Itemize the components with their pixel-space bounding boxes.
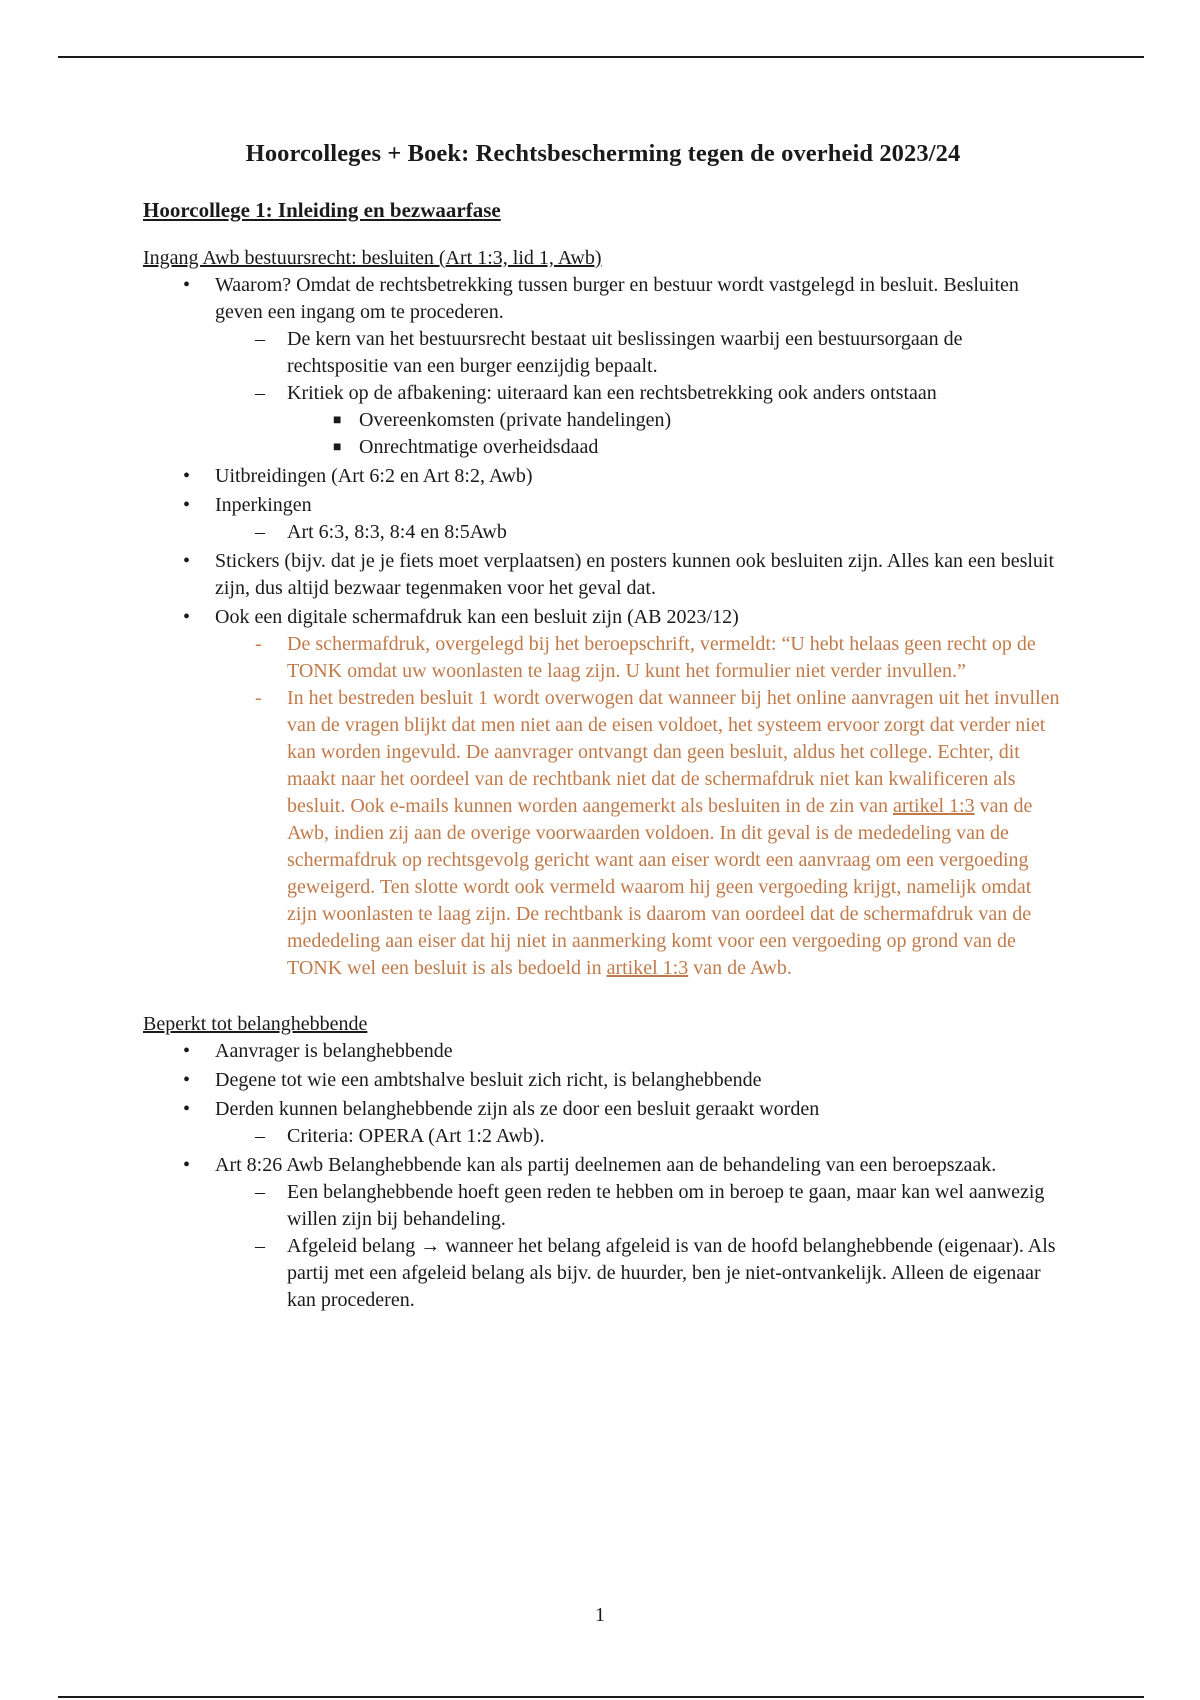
bullet-icon: • <box>183 494 191 516</box>
list-item: • Derden kunnen belanghebbende zijn als ze door een besluit geraakt worden – Criteria: OPERA (Art 1:2 Awb). <box>143 1096 1063 1150</box>
bullet-icon: • <box>183 1098 191 1120</box>
dash-icon: - <box>255 633 262 655</box>
list-item: – Kritiek op de afbakening: uiteraard kan een rechtsbetrekking ook anders ontstaan ■ Overeenkomsten (private handelingen) ■ Onrechtmatige overheidsdaad <box>215 380 1063 461</box>
bullet-icon: • <box>183 1040 191 1062</box>
dash-icon: – <box>255 521 265 543</box>
bullet-icon: • <box>183 465 191 487</box>
bullet-icon: • <box>183 1154 191 1176</box>
sub-list <box>215 519 1063 546</box>
square-bullet-icon: ■ <box>333 413 342 428</box>
list-item: • Aanvrager is belanghebbende <box>143 1038 1063 1065</box>
list-item: – Afgeleid belang → wanneer het belang afgeleid is van de hoofd belanghebbende (eigenaar). Als partij met een afgeleid belang als bijv. de huurder, ben je niet-ontvankelijk. Alleen de eigenaar kan procederen. <box>255 1235 1056 1311</box>
dash-icon: – <box>255 1235 265 1257</box>
list-item: – Een belanghebbende hoeft geen reden te hebben om in beroep te gaan, maar kan wel aanwezig willen zijn bij behandeling. <box>255 1181 1045 1230</box>
list-item: • Uitbreidingen (Art 6:2 en Art 8:2, Awb) <box>143 463 1063 490</box>
sub-list <box>215 1179 1063 1314</box>
bottom-rule <box>58 1696 1144 1698</box>
list-item: • Degene tot wie een ambtshalve besluit zich richt, is belanghebbende <box>143 1067 1063 1094</box>
bullet-icon: • <box>183 274 191 296</box>
list-item: • Stickers (bijv. dat je je fiets moet verplaatsen) en posters kunnen ook besluiten zijn. Alles kan een besluit zijn, dus altijd bezwaar tegenmaken voor het geval dat. <box>183 550 1055 599</box>
document-page <box>143 140 1063 1316</box>
dash-icon: – <box>255 1181 265 1203</box>
list-item: - In het bestreden besluit 1 wordt overwogen dat wanneer bij het online aanvragen uit het invullen van de vragen blijkt dat men niet aan de eisen voldoet, het systeem ervoor zorgt dat verder niet kan worden ingevuld. De aanvrager ontvangt dan geen besluit, aldus het college. Echter, dit maakt naar het oordeel van de rechtbank niet dat de schermafdruk niet kan kwalificeren als besluit. Ook e-mails kunnen worden aangemerkt als besluiten in de zin van artikel 1:3 van de Awb, indien zij aan de overige voorwaarden voldoen. In dit geval is de mededeling van de schermafdruk op rechtsgevolg gericht want aan eiser wordt een aanvraag om een vergoeding geweigerd. Ten slotte wordt ook vermeld waarom hij geen vergoeding krijgt, namelijk omdat zijn woonlasten te laag zijn. De rechtbank is daarom van oordeel dat de schermafdruk van de mededeling aan eiser dat hij niet in aanmerking komt voor een vergoeding op grond van de TONK wel een besluit is als bedoeld in artikel 1:3 van de Awb. <box>255 687 1060 979</box>
case-quote-list <box>215 631 1063 982</box>
document-title: Hoorcolleges + Boek: Rechtsbescherming tegen de overheid 2023/24 <box>245 140 961 167</box>
list-item: • Inperkingen – Art 6:3, 8:3, 8:4 en 8:5Awb <box>143 492 1063 546</box>
bullet-icon: • <box>183 606 191 628</box>
page-number: 1 <box>595 1604 605 1626</box>
list-item: – Criteria: OPERA (Art 1:2 Awb). <box>215 1123 1063 1150</box>
dash-icon: – <box>255 382 265 404</box>
sub-list <box>215 326 1063 461</box>
list-item: • Waarom? Omdat de rechtsbetrekking tussen burger en bestuur wordt vastgelegd in besluit. Besluiten geven een ingang om te procederen. – De kern van het bestuursrecht bestaat uit beslissingen waarbij een bestuursorgaan de rechtspositie van een burger eenzijdig bepaalt. – Kritiek op de afbakening: uiteraard kan een rechtsbetrekking ook anders ontstaan ■ Overeenkomsten (private handelingen) ■ Onrechtmatige overheidsdaad <box>143 272 1063 461</box>
list-item: – Art 6:3, 8:3, 8:4 en 8:5Awb <box>215 519 1063 546</box>
list-item: ■ Overeenkomsten (private handelingen) <box>287 407 1063 434</box>
list-item: - De schermafdruk, overgelegd bij het beroepschrift, vermeldt: “U hebt helaas geen recht op de TONK omdat uw woonlasten te laag zijn. U kunt het formulier niet verder invullen.” <box>255 633 1036 682</box>
top-rule <box>58 56 1144 58</box>
list-item: – De kern van het bestuursrecht bestaat uit beslissingen waarbij een bestuursorgaan de rechtspositie van een burger eenzijdig bepaalt. <box>255 328 963 377</box>
dash-icon: - <box>255 687 262 709</box>
sub-sub-list <box>287 407 1063 461</box>
list-item: • Ook een digitale schermafdruk kan een besluit zijn (AB 2023/12) - De schermafdruk, overgelegd bij het beroepschrift, vermeldt: “U hebt helaas geen recht op de TONK omdat uw woonlasten te laag zijn. U kunt het formulier niet verder invullen.” - In het bestreden besluit 1 wordt overwogen dat wanneer bij het online aanvragen uit het invullen van de vragen blijkt dat men niet aan de eisen voldoet, het systeem ervoor zorgt dat verder niet kan worden ingevuld. De aanvrager ontvangt dan geen besluit, aldus het college. Echter, dit maakt naar het oordeel van de rechtbank niet dat de schermafdruk niet kan kwalificeren als besluit. Ook e-mails kunnen worden aangemerkt als besluiten in de zin van artikel 1:3 van de Awb, indien zij aan de overige voorwaarden voldoen. In dit geval is de mededeling van de schermafdruk op rechtsgevolg gericht want aan eiser wordt een aanvraag om een vergoeding geweigerd. Ten slotte wordt ook vermeld waarom hij geen vergoeding krijgt, namelijk omdat zijn woonlasten te laag zijn. De rechtbank is daarom van oordeel dat de schermafdruk van de mededeling aan eiser dat hij niet in aanmerking komt voor een vergoeding op grond van de TONK wel een besluit is als bedoeld in artikel 1:3 van de Awb. <box>143 604 1063 982</box>
list-item: ■ Onrechtmatige overheidsdaad <box>287 434 1063 461</box>
dash-icon: – <box>255 1125 265 1147</box>
bullet-icon: • <box>183 1069 191 1091</box>
belanghebbende-list <box>143 1038 1063 1314</box>
besluiten-list <box>143 272 1063 982</box>
article-link[interactable]: artikel 1:3 <box>606 957 689 979</box>
lecture-heading: Hoorcollege 1: Inleiding en bezwaarfase <box>143 198 501 222</box>
sub-list <box>215 1123 1063 1150</box>
list-item: • Art 8:26 Awb Belanghebbende kan als partij deelnemen aan de behandeling van een beroepszaak. – Een belanghebbende hoeft geen reden te hebben om in beroep te gaan, maar kan wel aanwezig willen zijn bij behandeling. – Afgeleid belang → wanneer het belang afgeleid is van de hoofd belanghebbende (eigenaar). Als partij met een afgeleid belang als bijv. de huurder, ben je niet-ontvankelijk. Alleen de eigenaar kan procederen. <box>143 1152 1063 1314</box>
section-heading-belanghebbende: Beperkt tot belanghebbende <box>143 1013 368 1035</box>
square-bullet-icon: ■ <box>333 440 342 455</box>
article-link[interactable]: artikel 1:3 <box>892 795 975 817</box>
section-heading-besluiten: Ingang Awb bestuursrecht: besluiten (Art 1:3, lid 1, Awb) <box>143 247 602 269</box>
dash-icon: – <box>255 328 265 350</box>
bullet-icon: • <box>183 550 191 572</box>
